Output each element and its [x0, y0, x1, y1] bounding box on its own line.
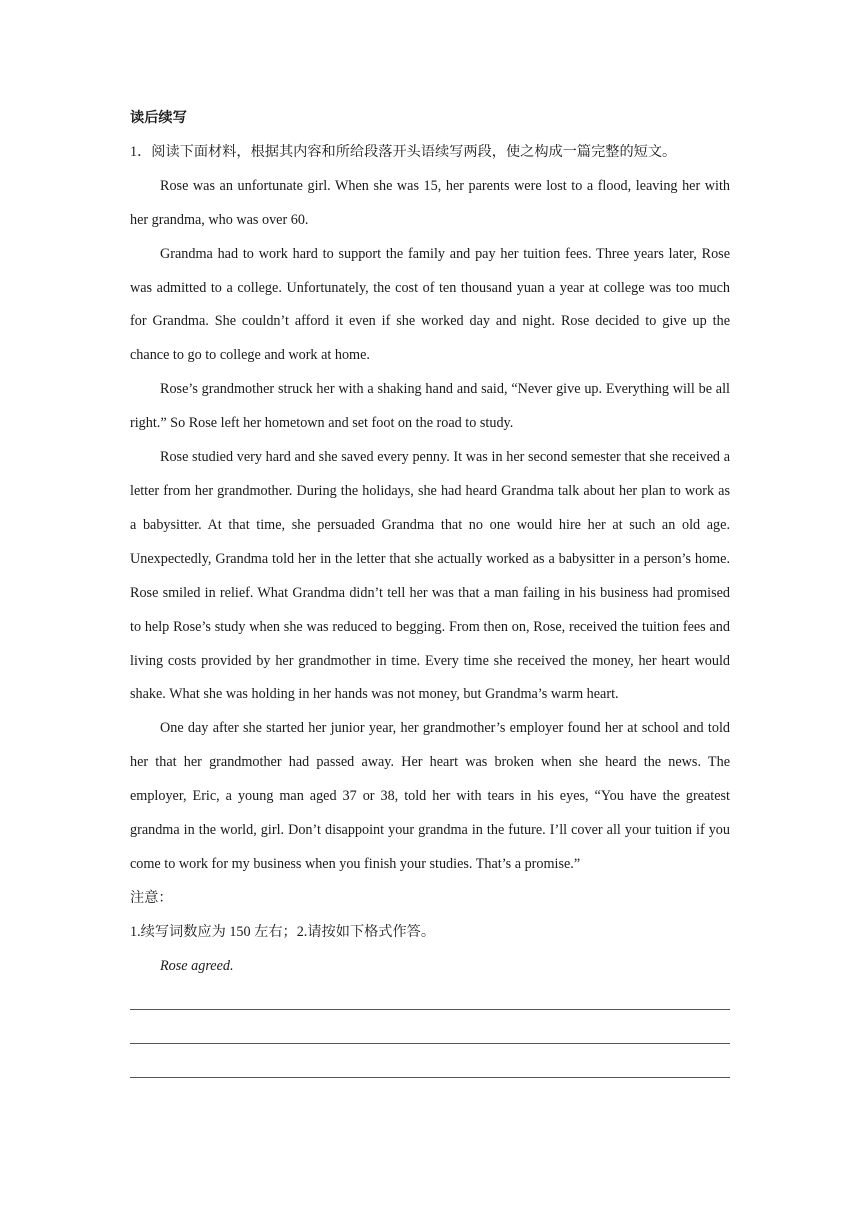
- answer-line-3[interactable]: [130, 1052, 730, 1086]
- story-paragraph-1: Rose was an unfortunate girl. When she was 15, her parents were lost to a flood, leaving her with her grandma, who was over 60.: [130, 177, 730, 228]
- story-paragraph-2: Grandma had to work hard to support the family and pay her tuition fees. Three years later, Rose was admitted to a college. Unfortunately, the cost of ten thousand yuan a year at college was too much for Grandma. She couldn’t afford it even if she worked day and night. Rose decided to give up the chance to go to college and work at home.: [130, 245, 730, 364]
- exercise-content: [130, 102, 730, 1086]
- section-heading: 读后续写: [130, 110, 187, 126]
- answer-line-2[interactable]: [130, 1018, 730, 1052]
- story-paragraph-5: One day after she started her junior year, her grandmother’s employer found her at school and told her that her grandmother had passed away. Her heart was broken when she heard the news. The employer, Eric, a young man aged 37 or 38, told her with tears in his eyes, “You have the greatest grandma in the world, girl. Don’t disappoint your grandma in the future. I’ll cover all your tuition if you come to work for my business when you finish your studies. That’s a promise.”: [130, 720, 730, 872]
- story-paragraph-4: Rose studied very hard and she saved every penny. It was in her second semester that she received a letter from her grandmother. During the holidays, she had heard Grandma talk about her plan to work as a babysitter. At that time, she persuaded Grandma that no one would hire her at such an old age. Unexpectedly, Grandma told her in the letter that she actually worked as a babysitter in a person’s home. Rose smiled in relief. What Grandma didn’t tell her was that a man failing in his business had promised to help Rose’s study when she was reduced to begging. From then on, Rose, received the tuition fees and living costs provided by her grandmother in time. Every time she received the money, her heart would shake. What she was holding in her hands was not money, but Grandma’s warm heart.: [130, 449, 730, 703]
- paragraph-starter: Rose agreed.: [160, 957, 234, 974]
- note-requirements: 1.续写词数应为 150 左右；2.请按如下格式作答。: [130, 923, 436, 940]
- task-instruction: 1．阅读下面材料，根据其内容和所给段落开头语续写两段，使之构成一篇完整的短文。: [130, 143, 677, 160]
- note-label: 注意：: [130, 889, 173, 906]
- answer-line-1[interactable]: [130, 984, 730, 1018]
- story-paragraph-3: Rose’s grandmother struck her with a shaking hand and said, “Never give up. Everything will be all right.” So Rose left her hometown and set foot on the road to study.: [130, 381, 730, 432]
